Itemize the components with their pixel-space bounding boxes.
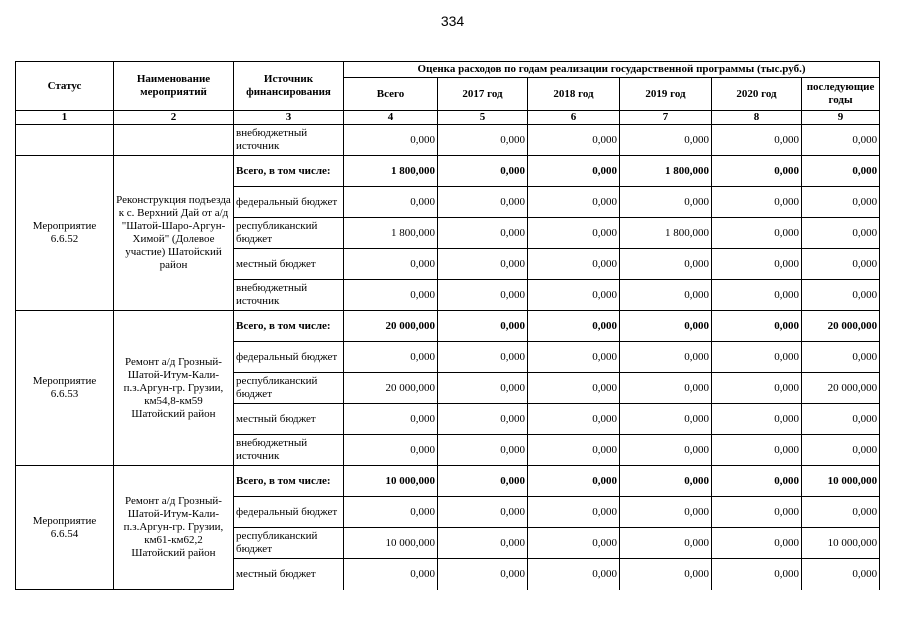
value-cell: 0,000 xyxy=(802,249,880,280)
measure-name: Ремонт а/д Грозный-Шатой-Итум-Кали-п.з.Аргун-гр. Грузии, км54,8-км59 Шатойский район xyxy=(114,311,234,466)
value-cell: 1 800,000 xyxy=(620,156,712,187)
value-cell: 0,000 xyxy=(344,559,438,590)
column-number: 9 xyxy=(802,111,880,125)
table-row xyxy=(16,125,880,156)
header-row-1 xyxy=(16,62,880,78)
value-cell: 0,000 xyxy=(438,342,528,373)
source-cell: федеральный бюджет xyxy=(234,497,344,528)
value-cell: 0,000 xyxy=(438,218,528,249)
column-number: 8 xyxy=(712,111,802,125)
value-cell: 0,000 xyxy=(620,528,712,559)
value-cell: 0,000 xyxy=(438,125,528,156)
value-cell: 0,000 xyxy=(528,156,620,187)
value-cell: 0,000 xyxy=(712,156,802,187)
value-cell: 0,000 xyxy=(438,249,528,280)
status-cell xyxy=(16,125,114,156)
column-number-row xyxy=(16,111,880,125)
value-cell: 0,000 xyxy=(344,280,438,311)
page-number: 334 xyxy=(440,13,465,29)
table-body xyxy=(16,62,880,590)
value-cell: 0,000 xyxy=(620,342,712,373)
value-cell: 0,000 xyxy=(712,187,802,218)
header-total: Всего xyxy=(344,78,438,111)
value-cell: 0,000 xyxy=(344,187,438,218)
value-cell: 0,000 xyxy=(528,404,620,435)
value-cell: 0,000 xyxy=(528,435,620,466)
header-2019: 2019 год xyxy=(620,78,712,111)
value-cell: 0,000 xyxy=(528,559,620,590)
value-cell: 0,000 xyxy=(620,497,712,528)
value-cell: 0,000 xyxy=(802,435,880,466)
value-cell: 0,000 xyxy=(438,187,528,218)
value-cell: 10 000,000 xyxy=(802,528,880,559)
value-cell: 0,000 xyxy=(528,249,620,280)
column-number: 4 xyxy=(344,111,438,125)
source-cell: республиканский бюджет xyxy=(234,528,344,559)
value-cell: 0,000 xyxy=(802,125,880,156)
column-number: 5 xyxy=(438,111,528,125)
value-cell: 0,000 xyxy=(712,311,802,342)
value-cell: 0,000 xyxy=(802,156,880,187)
value-cell: 0,000 xyxy=(712,497,802,528)
value-cell: 0,000 xyxy=(528,125,620,156)
value-cell: 0,000 xyxy=(344,404,438,435)
value-cell: 10 000,000 xyxy=(344,528,438,559)
value-cell: 0,000 xyxy=(712,435,802,466)
value-cell: 0,000 xyxy=(438,156,528,187)
source-cell: федеральный бюджет xyxy=(234,342,344,373)
value-cell: 0,000 xyxy=(620,249,712,280)
source-cell: республиканский бюджет xyxy=(234,218,344,249)
value-cell: 0,000 xyxy=(712,249,802,280)
header-2017: 2017 год xyxy=(438,78,528,111)
value-cell: 0,000 xyxy=(620,435,712,466)
source-cell: местный бюджет xyxy=(234,559,344,590)
value-cell: 0,000 xyxy=(712,373,802,404)
header-2020: 2020 год xyxy=(712,78,802,111)
header-name: Наименование мероприятий xyxy=(114,62,234,111)
measure-status: Мероприятие 6.6.54 xyxy=(16,466,114,590)
value-cell: 0,000 xyxy=(712,342,802,373)
value-cell: 1 800,000 xyxy=(620,218,712,249)
value-cell: 0,000 xyxy=(802,559,880,590)
value-cell: 0,000 xyxy=(802,187,880,218)
value-cell: 0,000 xyxy=(712,280,802,311)
value-cell: 0,000 xyxy=(344,342,438,373)
measure-name: Реконструкция подъезда к с. Верхний Дай от а/д "Шатой-Шаро-Аргун-Химой" (Долевое участие) Шатойский район xyxy=(114,156,234,311)
value-cell: 10 000,000 xyxy=(802,466,880,497)
header-later: последующие годы xyxy=(802,78,880,111)
table-row xyxy=(16,466,880,497)
value-cell: 0,000 xyxy=(528,280,620,311)
value-cell: 0,000 xyxy=(712,125,802,156)
column-number: 2 xyxy=(114,111,234,125)
value-cell: 20 000,000 xyxy=(802,373,880,404)
value-cell: 0,000 xyxy=(528,342,620,373)
value-cell: 0,000 xyxy=(620,311,712,342)
value-cell: 20 000,000 xyxy=(344,373,438,404)
value-cell: 0,000 xyxy=(438,528,528,559)
value-cell: 0,000 xyxy=(528,218,620,249)
name-cell xyxy=(114,125,234,156)
value-cell: 0,000 xyxy=(620,404,712,435)
budget-table xyxy=(15,61,880,590)
value-cell: 0,000 xyxy=(438,373,528,404)
value-cell: 0,000 xyxy=(438,497,528,528)
measure-status: Мероприятие 6.6.53 xyxy=(16,311,114,466)
value-cell: 0,000 xyxy=(528,528,620,559)
source-cell: внебюджетный источник xyxy=(234,280,344,311)
value-cell: 0,000 xyxy=(712,404,802,435)
source-cell: местный бюджет xyxy=(234,249,344,280)
header-status: Статус xyxy=(16,62,114,111)
value-cell: 0,000 xyxy=(528,187,620,218)
header-2018: 2018 год xyxy=(528,78,620,111)
table-row xyxy=(16,311,880,342)
measure-name: Ремонт а/д Грозный-Шатой-Итум-Кали-п.з.Аргун-гр. Грузии, км61-км62,2 Шатойский район xyxy=(114,466,234,590)
value-cell: 0,000 xyxy=(620,125,712,156)
value-cell: 0,000 xyxy=(438,559,528,590)
header-source: Источник финансирования xyxy=(234,62,344,111)
value-cell: 0,000 xyxy=(802,218,880,249)
value-cell: 0,000 xyxy=(620,187,712,218)
value-cell: 0,000 xyxy=(802,404,880,435)
value-cell: 0,000 xyxy=(802,342,880,373)
value-cell: 0,000 xyxy=(528,466,620,497)
value-cell: 10 000,000 xyxy=(344,466,438,497)
value-cell: 0,000 xyxy=(438,466,528,497)
column-number: 6 xyxy=(528,111,620,125)
value-cell: 0,000 xyxy=(802,497,880,528)
value-cell: 0,000 xyxy=(528,373,620,404)
value-cell: 1 800,000 xyxy=(344,218,438,249)
source-cell: Всего, в том числе: xyxy=(234,466,344,497)
value-cell: 0,000 xyxy=(620,373,712,404)
value-cell: 0,000 xyxy=(344,249,438,280)
source-cell: федеральный бюджет xyxy=(234,187,344,218)
header-estimate: Оценка расходов по годам реализации государственной программы (тыс.руб.) xyxy=(344,62,880,78)
value-cell: 0,000 xyxy=(344,497,438,528)
value-cell: 0,000 xyxy=(344,435,438,466)
source-cell: внебюджетный источник xyxy=(234,435,344,466)
value-cell: 0,000 xyxy=(620,280,712,311)
value-cell: 0,000 xyxy=(620,559,712,590)
value-cell: 0,000 xyxy=(438,311,528,342)
value-cell: 0,000 xyxy=(438,280,528,311)
column-number: 3 xyxy=(234,111,344,125)
value-cell: 0,000 xyxy=(802,280,880,311)
value-cell: 0,000 xyxy=(344,125,438,156)
column-number: 7 xyxy=(620,111,712,125)
source-cell: местный бюджет xyxy=(234,404,344,435)
value-cell: 1 800,000 xyxy=(344,156,438,187)
source-cell: внебюджетный источник xyxy=(234,125,344,156)
value-cell: 0,000 xyxy=(528,497,620,528)
value-cell: 20 000,000 xyxy=(802,311,880,342)
column-number: 1 xyxy=(16,111,114,125)
value-cell: 0,000 xyxy=(712,466,802,497)
source-cell: Всего, в том числе: xyxy=(234,311,344,342)
value-cell: 0,000 xyxy=(712,559,802,590)
value-cell: 0,000 xyxy=(438,404,528,435)
value-cell: 0,000 xyxy=(528,311,620,342)
source-cell: Всего, в том числе: xyxy=(234,156,344,187)
measure-status: Мероприятие 6.6.52 xyxy=(16,156,114,311)
value-cell: 20 000,000 xyxy=(344,311,438,342)
table-row xyxy=(16,156,880,187)
value-cell: 0,000 xyxy=(712,218,802,249)
value-cell: 0,000 xyxy=(620,466,712,497)
value-cell: 0,000 xyxy=(712,528,802,559)
value-cell: 0,000 xyxy=(438,435,528,466)
source-cell: республиканский бюджет xyxy=(234,373,344,404)
